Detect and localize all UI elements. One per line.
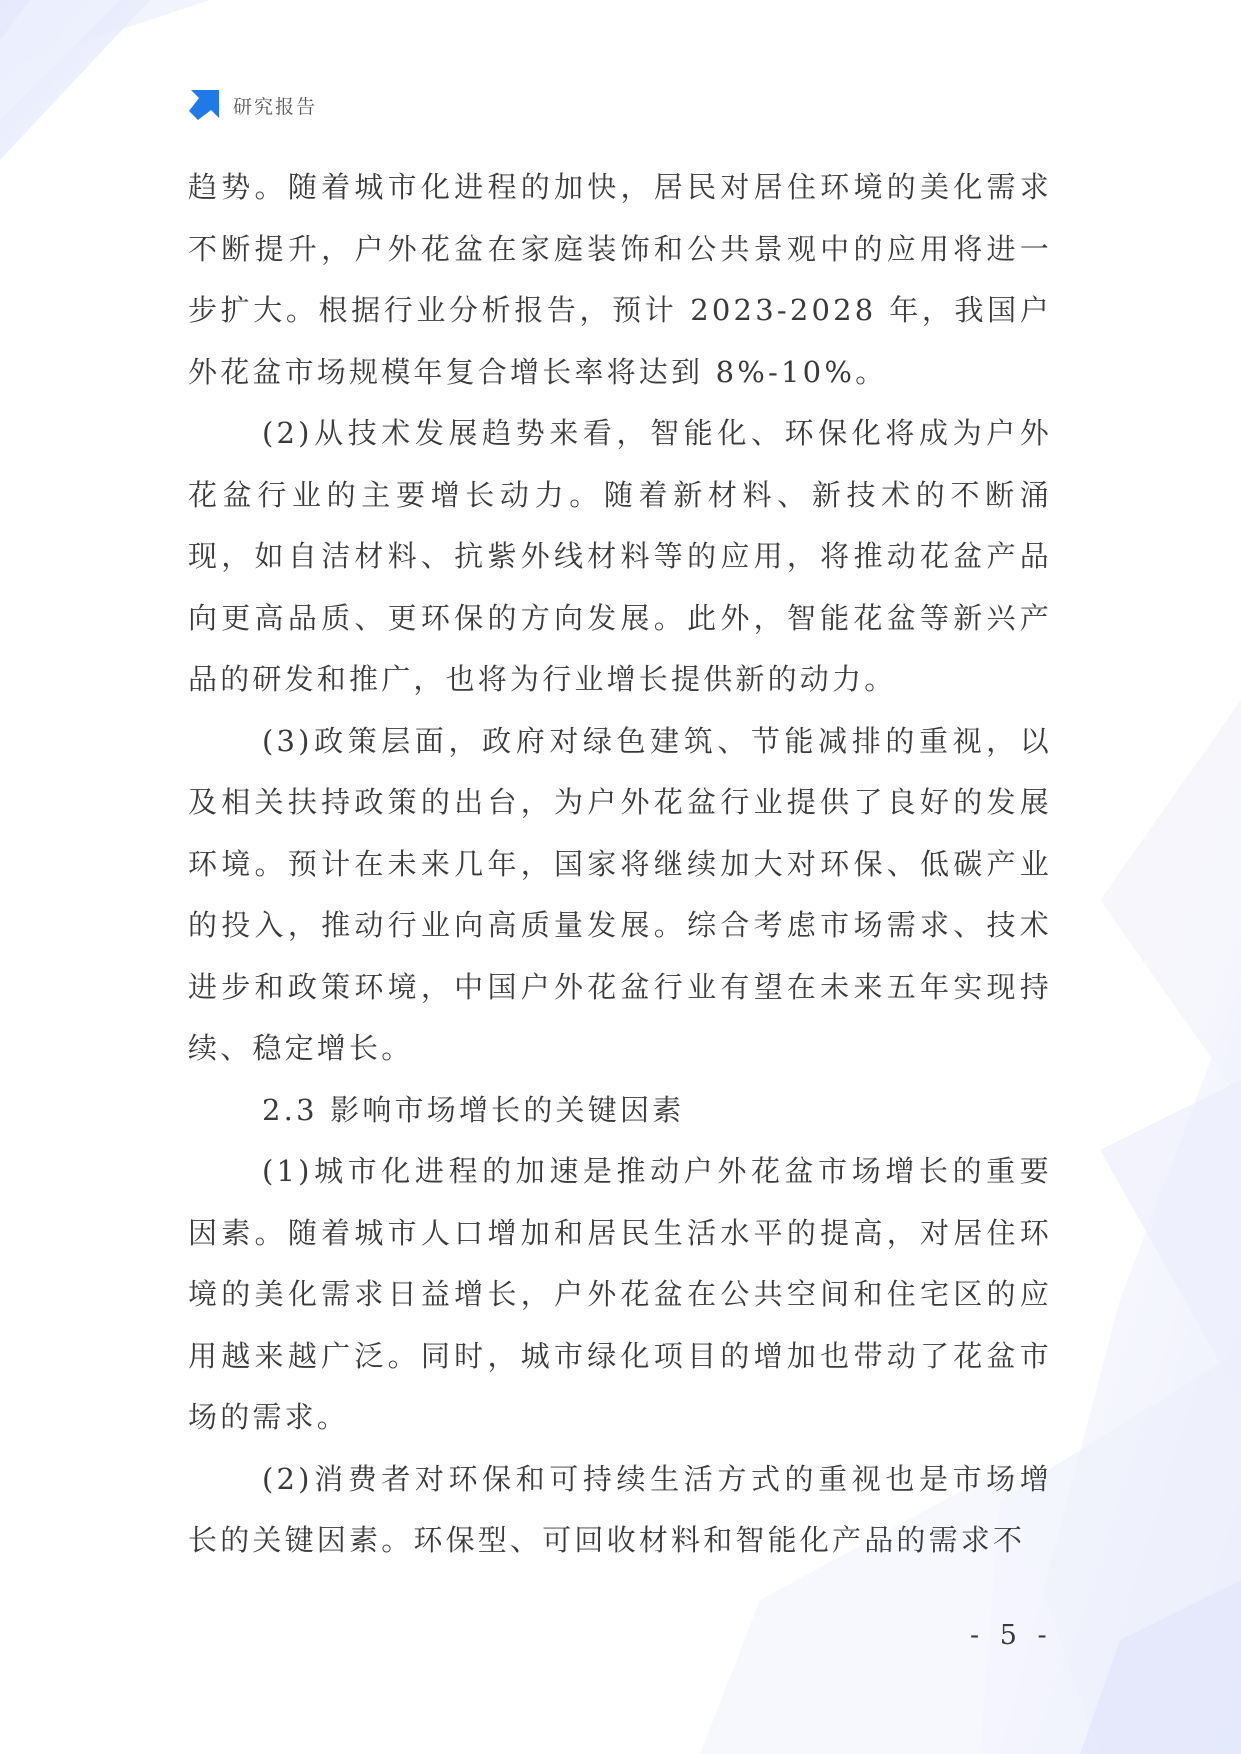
report-header xyxy=(187,88,317,122)
arrow-up-right-logo-icon xyxy=(187,88,221,122)
section-heading: 2.3 影响市场增长的关键因素 xyxy=(262,1092,685,1127)
paragraph-3: (3)政策层面，政府对绿色建筑、节能减排的重视，以及相关扶持政策的出台，为户外花盆行业提供了良好的发展环境。预计在未来几年，国家将继续加大对环保、低碳产业的投入，推动行业向高质量发展。综合考虑市场需求、技术进步和政策环境，中国户外花盆行业有望在未来五年实现持续、稳定增长。 xyxy=(188,723,1052,1065)
paragraph-continued: 趋势。随着城市化进程的加快，居民对居住环境的美化需求不断提升，户外花盆在家庭装饰和公共景观中的应用将进一步扩大。根据行业分析报告，预计 2023-2028 年，我国户外花盆市场规模年复合增长率将达到 8%-10%。 xyxy=(188,170,1052,389)
document-body xyxy=(188,157,1052,1572)
paragraph-2: (2)从技术发展趋势来看，智能化、环保化将成为户外花盆行业的主要增长动力。随着新材料、新技术的不断涌现，如自洁材料、抗紫外线材料等的应用，将推动花盆产品向更高品质、更环保的方向发展。此外，智能花盆等新兴产品的研发和推广，也将为行业增长提供新的动力。 xyxy=(188,416,1052,696)
section-paragraph-2: (2)消费者对环保和可持续生活方式的重视也是市场增长的关键因素。环保型、可回收材料和智能化产品的需求不 xyxy=(188,1461,1052,1557)
header-title: 研究报告 xyxy=(233,95,318,118)
section-paragraph-1: (1)城市化进程的加速是推动户外花盆市场增长的重要因素。随着城市人口增加和居民生活水平的提高，对居住环境的美化需求日益增长，户外花盆在公共空间和住宅区的应用越来越广泛。同时，城市绿化项目的增加也带动了花盆市场的需求。 xyxy=(188,1154,1052,1434)
page-number: - 5 - xyxy=(970,1620,1053,1651)
